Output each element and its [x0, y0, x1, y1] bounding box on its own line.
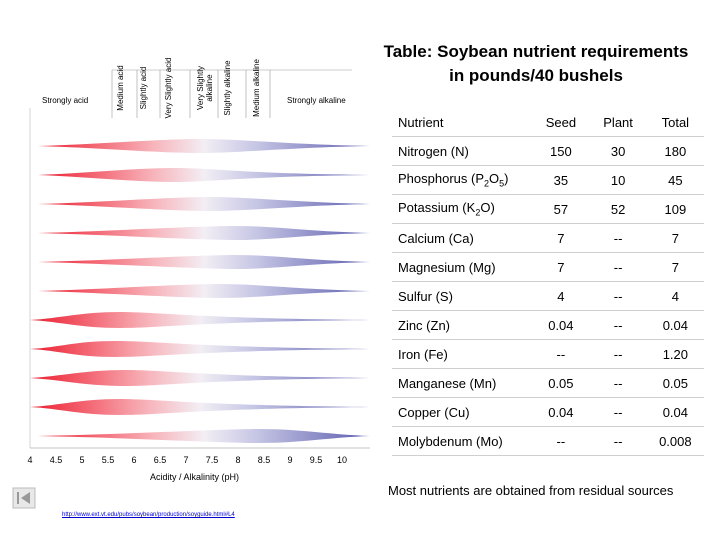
table-row — [392, 224, 704, 253]
nutrient-availability-band — [38, 284, 370, 298]
total-value: 45 — [647, 166, 704, 195]
seed-value: 7 — [532, 224, 589, 253]
nutrient-name: Magnesium (Mg) — [392, 253, 532, 282]
total-value: 7 — [647, 224, 704, 253]
nutrient-table — [392, 108, 704, 456]
table-row — [392, 137, 704, 166]
seed-value: 0.04 — [532, 398, 589, 427]
nutrient-availability-band — [38, 168, 370, 182]
nutrient-availability-band — [38, 255, 370, 269]
x-tick-label: 8.5 — [257, 455, 271, 465]
nutrient-bands — [30, 139, 370, 443]
strongly-alkaline-label: Strongly alkaline — [287, 96, 346, 105]
nutrient-name: Nitrogen (N) — [392, 137, 532, 166]
plant-value: -- — [589, 282, 646, 311]
seed-value: 35 — [532, 166, 589, 195]
x-tick-label: 6.5 — [153, 455, 167, 465]
plant-value: 52 — [589, 195, 646, 224]
nutrient-name: Calcium (Ca) — [392, 224, 532, 253]
x-tick-label: 5.5 — [101, 455, 115, 465]
plant-value: -- — [589, 224, 646, 253]
table-header-row — [392, 108, 704, 137]
very-slightly-alkaline-label: Very Slightly alkaline — [196, 65, 214, 111]
seed-value: 150 — [532, 137, 589, 166]
nutrient-availability-band — [38, 197, 370, 211]
nutrient-name: Sulfur (S) — [392, 282, 532, 311]
plant-value: -- — [589, 311, 646, 340]
nutrient-name: Zinc (Zn) — [392, 311, 532, 340]
x-tick-label: 9.5 — [309, 455, 323, 465]
nutrient-availability-band — [38, 226, 370, 240]
nutrient-availability-band — [30, 370, 370, 386]
table-row — [392, 253, 704, 282]
plant-value: -- — [589, 369, 646, 398]
plant-value: -- — [589, 253, 646, 282]
seed-value: 4 — [532, 282, 589, 311]
plant-value: 30 — [589, 137, 646, 166]
plant-value: -- — [589, 427, 646, 456]
nutrient-availability-band — [30, 341, 370, 357]
table-row — [392, 195, 704, 224]
x-tick-label: 7 — [183, 455, 189, 465]
plant-value: 10 — [589, 166, 646, 195]
total-value: 7 — [647, 253, 704, 282]
nutrient-availability-band — [30, 312, 370, 328]
total-value: 0.04 — [647, 398, 704, 427]
seed-value: 57 — [532, 195, 589, 224]
nutrient-name: Molybdenum (Mo) — [392, 427, 532, 456]
table-row — [392, 340, 704, 369]
seed-value: -- — [532, 340, 589, 369]
header-seed: Seed — [532, 108, 589, 137]
table-row — [392, 398, 704, 427]
nutrient-name: Potassium $(K_2O)$ — [392, 195, 532, 224]
nutrient-availability-band — [30, 399, 370, 415]
seed-value: 7 — [532, 253, 589, 282]
header-plant: Plant — [589, 108, 646, 137]
total-value: 1.20 — [647, 340, 704, 369]
nutrient-availability-band — [38, 429, 370, 443]
table-row — [392, 166, 704, 195]
seed-value: 0.05 — [532, 369, 589, 398]
total-value: 0.008 — [647, 427, 704, 456]
x-tick-label: 4 — [27, 455, 33, 465]
medium-acid-label: Medium acid — [116, 65, 125, 111]
strongly-acid-label: Strongly acid — [42, 96, 89, 105]
footnote: Most nutrients are obtained from residual sources — [388, 483, 674, 498]
x-tick-label: 10 — [336, 455, 348, 465]
nutrient-name: Manganese (Mn) — [392, 369, 532, 398]
slightly-alkaline-label: Slightly alkaline — [223, 60, 232, 116]
table-row — [392, 282, 704, 311]
x-tick-label: 9 — [287, 455, 293, 465]
x-tick-label: 6 — [131, 455, 137, 465]
x-tick-label: 4.5 — [49, 455, 63, 465]
x-tick-label: 8 — [235, 455, 241, 465]
table-row — [392, 427, 704, 456]
header-nutrient: Nutrient — [392, 108, 532, 137]
seed-value: -- — [532, 427, 589, 456]
nutrient-name: Phosphorus $(P_2O_5)$ — [392, 166, 532, 195]
x-axis-label: Acidity / Alkalinity (pH) — [150, 472, 240, 482]
total-value: 180 — [647, 137, 704, 166]
plant-value: -- — [589, 398, 646, 427]
very-slightly-acid-label: Very Slightly acid — [164, 57, 173, 119]
nutrient-name: Copper (Cu) — [392, 398, 532, 427]
medium-alkaline-label: Medium alkaline — [252, 59, 261, 117]
total-value: 4 — [647, 282, 704, 311]
title-line-1: Table: Soybean nutrient requirements — [383, 42, 689, 61]
nutrient-availability-band — [38, 139, 370, 153]
nutrient-name: Iron (Fe) — [392, 340, 532, 369]
total-value: 0.04 — [647, 311, 704, 340]
source-link[interactable]: http://www.ext.vt.edu/pubs/soybean/production/soyguide.html#L4 — [62, 512, 235, 518]
previous-slide-icon[interactable] — [12, 487, 36, 509]
title-line-2: in pounds/40 bushels — [449, 66, 623, 85]
plant-value: -- — [589, 340, 646, 369]
x-tick-label: 7.5 — [205, 455, 219, 465]
seed-value: 0.04 — [532, 311, 589, 340]
slightly-acid-label: Slightly acid — [139, 66, 148, 110]
ph-availability-chart — [0, 0, 380, 470]
header-total: Total — [647, 108, 704, 137]
total-value: 0.05 — [647, 369, 704, 398]
table-row — [392, 311, 704, 340]
table-row — [392, 369, 704, 398]
total-value: 109 — [647, 195, 704, 224]
table-title — [360, 40, 712, 88]
x-tick-label: 5 — [79, 455, 85, 465]
